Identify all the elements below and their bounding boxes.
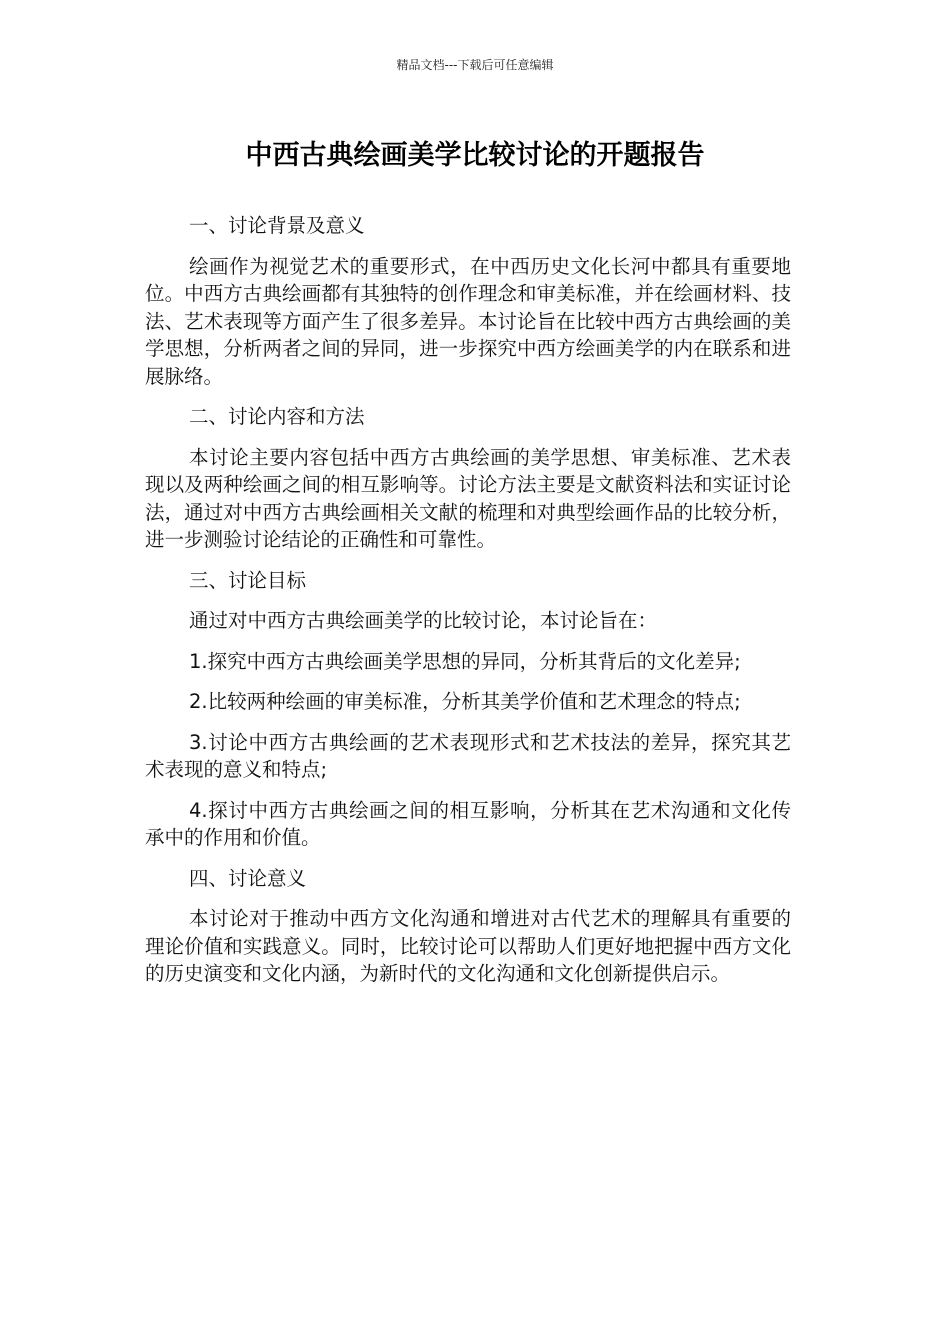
section-heading-background: 一、讨论背景及意义 — [189, 214, 365, 237]
section-paragraph: 绘画作为视觉艺术的重要形式，在中西历史文化长河中都具有重要地位。中西方古典绘画都有其独特的创作理念和审美标准，并在绘画材料、技法、艺术表现等方面产生了很多差异。本讨论旨在比较中西方古典绘画的美学思想，分析两者之间的异同，进一步探究中西方绘画美学的内在联系和进展脉络。 — [145, 254, 791, 388]
section-heading-significance: 四、讨论意义 — [189, 866, 307, 890]
section-paragraph: 通过对中西方古典绘画美学的比较讨论，本讨论旨在： — [189, 609, 658, 632]
section-heading-content-method: 二、讨论内容和方法 — [189, 405, 365, 428]
goal-list-item: 1.探究中西方古典绘画美学思想的异同，分析其背后的文化差异; — [189, 649, 741, 673]
page-header: 精品文档---下载后可任意编辑 — [396, 58, 554, 72]
section-paragraph: 本讨论对于推动中西方文化沟通和增进对古代艺术的理解具有重要的理论价值和实践意义。同时，比较讨论可以帮助人们更好地把握中西方文化的历史演变和文化内涵，为新时代的文化沟通和文化创新提供启示。 — [145, 907, 791, 985]
document-body — [145, 212, 791, 1001]
goal-list-item: 4.探讨中西方古典绘画之间的相互影响，分析其在艺术沟通和文化传承中的作用和价值。 — [145, 798, 791, 849]
goal-list-item: 2.比较两种绘画的审美标准，分析其美学价值和艺术理念的特点; — [189, 690, 741, 713]
document-title: 中西古典绘画美学比较讨论的开题报告 — [245, 140, 705, 171]
section-paragraph: 本讨论主要内容包括中西方古典绘画的美学思想、审美标准、艺术表现以及两种绘画之间的相互影响等。讨论方法主要是文献资料法和实证讨论法，通过对中西方古典绘画相关文献的梳理和对典型绘画作品的比较分析，进一步测验讨论结论的正确性和可靠性。 — [145, 445, 791, 551]
section-heading-goals: 三、讨论目标 — [189, 568, 307, 592]
goal-list-item: 3.讨论中西方古典绘画的艺术表现形式和艺术技法的差异，探究其艺术表现的意义和特点; — [145, 730, 791, 781]
